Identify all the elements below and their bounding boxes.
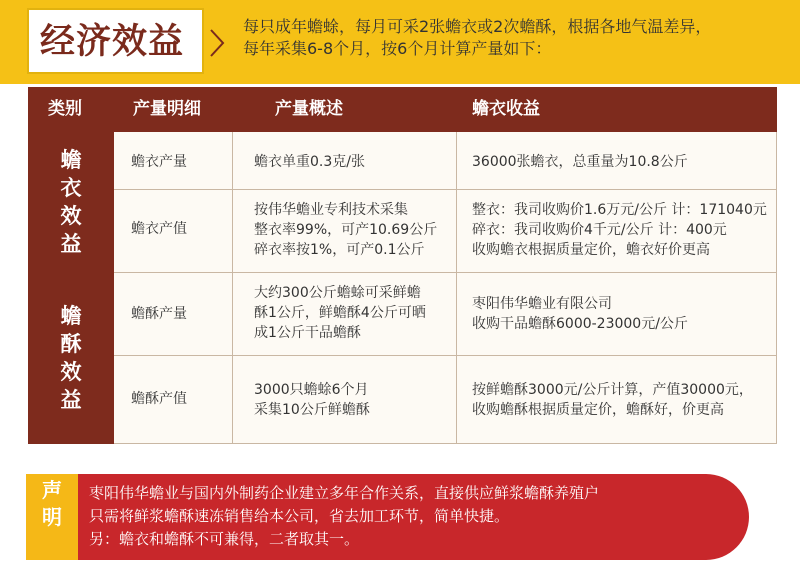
income-line: 碎衣：我司收购价4千元/公斤 计：400元	[472, 222, 727, 238]
category-char: 酥	[60, 332, 82, 356]
overview-line: 酥1公斤，鲜蟾酥4公斤可晒	[254, 305, 426, 321]
overview-cell	[254, 200, 437, 260]
row-divider	[114, 355, 777, 356]
category-char: 衣	[60, 176, 82, 200]
row-divider	[28, 272, 777, 273]
declaration-label-char: 声	[42, 478, 62, 502]
column-header-detail: 产量明细	[133, 99, 201, 119]
income-line: 整衣：我司收购价1.6万元/公斤 计：171040元	[472, 202, 767, 218]
income-cell	[472, 294, 688, 334]
category-char: 益	[60, 388, 82, 412]
declaration-label	[26, 474, 78, 560]
declaration-line: 另：蟾衣和蟾酥不可兼得，二者取其一。	[89, 530, 360, 548]
category-char: 效	[60, 360, 82, 384]
overview-cell	[254, 283, 426, 343]
overview-line: 整衣率99%，可产10.69公斤	[254, 222, 438, 238]
category-cell-venom	[28, 272, 114, 444]
intro-text	[243, 16, 793, 60]
chevron-right-icon	[209, 28, 225, 58]
overview-line: 碎衣率按1%，可产0.1公斤	[254, 242, 425, 258]
column-divider	[232, 132, 233, 444]
overview-line: 蟾衣单重0.3克/张	[254, 154, 365, 170]
detail-cell: 蟾衣产值	[131, 221, 187, 237]
income-line: 按鲜蟾酥3000元/公斤计算，产值30000元，	[472, 382, 753, 398]
detail-cell: 蟾酥产值	[131, 391, 187, 407]
detail-cell: 蟾酥产量	[131, 306, 187, 322]
overview-line: 成1公斤干品蟾酥	[254, 325, 361, 341]
income-line: 收购蟾衣根据质量定价，蟾衣好价更高	[472, 242, 710, 258]
income-cell	[472, 380, 753, 420]
overview-line: 按伟华蟾业专利技术采集	[254, 202, 408, 218]
column-divider	[456, 132, 457, 444]
overview-line: 3000只蟾蜍6个月	[254, 382, 369, 398]
income-cell	[472, 200, 767, 260]
declaration-label-char: 明	[42, 505, 62, 529]
declaration-line: 只需将鲜浆蟾酥速冻销售给本公司，省去加工环节，简单快捷。	[89, 507, 510, 525]
overview-cell	[254, 152, 365, 172]
column-header-overview: 产量概述	[275, 99, 343, 119]
column-header-category: 类别	[48, 99, 82, 119]
overview-line: 大约300公斤蟾蜍可采鲜蟾	[254, 285, 421, 301]
income-line: 收购蟾酥根据质量定价，蟾酥好，价更高	[472, 402, 724, 418]
category-char: 蟾	[60, 148, 82, 172]
income-line: 收购干品蟾酥6000-23000元/公斤	[472, 316, 688, 332]
category-char: 蟾	[60, 304, 82, 328]
category-char: 益	[60, 232, 82, 256]
page-title: 经济效益	[40, 22, 185, 62]
declaration-text	[89, 482, 739, 551]
detail-cell: 蟾衣产量	[131, 154, 187, 170]
declaration-line: 枣阳伟华蟾业与国内外制药企业建立多年合作关系，直接供应鲜浆蟾酥养殖户	[89, 484, 600, 502]
overview-line: 采集10公斤鲜蟾酥	[254, 402, 370, 418]
row-divider	[114, 189, 777, 190]
intro-line: 每只成年蟾蜍，每月可采2张蟾衣或2次蟾酥，根据各地气温差异，	[243, 17, 712, 36]
income-cell	[472, 152, 688, 172]
category-cell-molt	[28, 132, 114, 272]
intro-line: 每年采集6-8个月，按6个月计算产量如下：	[243, 39, 552, 58]
category-char: 效	[60, 204, 82, 228]
income-line: 枣阳伟华蟾业有限公司	[472, 296, 612, 312]
overview-cell	[254, 380, 370, 420]
income-line: 36000张蟾衣，总重量为10.8公斤	[472, 154, 688, 170]
column-header-income: 蟾衣收益	[472, 99, 540, 119]
